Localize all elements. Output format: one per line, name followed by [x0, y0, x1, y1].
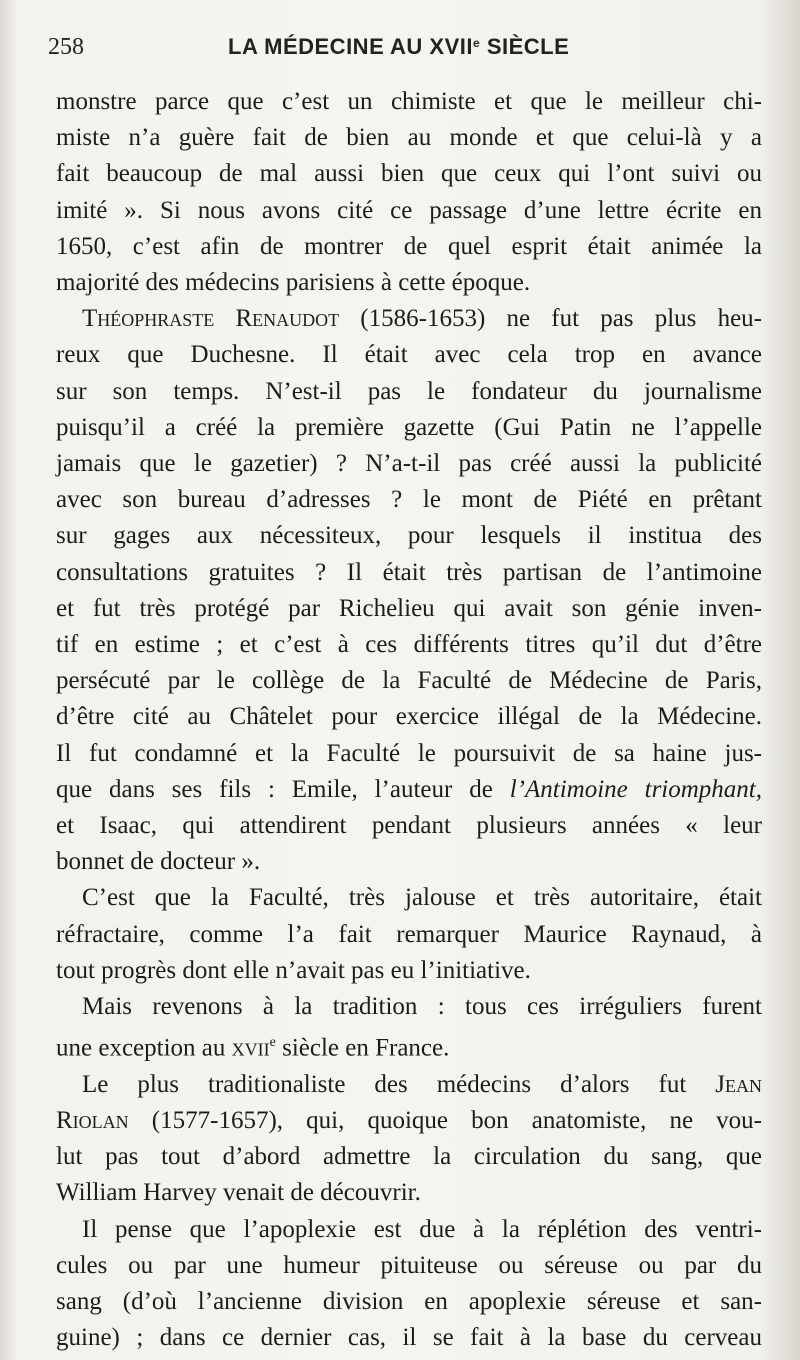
page-number: 258 — [48, 34, 84, 60]
text-line: C’est que la Faculté, très jalouse et très autoritaire, était — [82, 884, 762, 912]
text-line: monstre parce que c’est un chimiste et que le meilleur chi- — [56, 88, 762, 115]
book-title-antimoine: l’Antimoine triomphant, — [509, 775, 763, 803]
text-line — [56, 772, 762, 808]
text-line — [56, 301, 762, 337]
text-segment: (1577-1657), qui, quoique bon anatomiste, ne vou- — [128, 1107, 762, 1135]
text-line: persécuté par le collège de la Faculté de Médecine de Paris, — [56, 667, 762, 695]
text-line: majorité des médecins parisiens à cette époque. — [56, 269, 531, 297]
paragraph-1 — [56, 84, 762, 301]
running-title — [228, 34, 569, 60]
text-segment: (1586-1653) ne fut pas plus heu- — [339, 305, 762, 333]
text-line: tif en estime ; et c’est à ces différents titres qu’il dut d’être — [56, 631, 762, 659]
text-line: Il fut condamné et la Faculté le poursuivit de sa haine jus- — [56, 739, 762, 767]
text-line: tout progrès dont elle n’avait pas eu l’initiative. — [56, 956, 531, 984]
page-header — [48, 34, 760, 68]
text-line: jamais que le gazetier) ? N’a-t-il pas créé aussi la publicité — [56, 450, 762, 478]
text-line: Il pense que l’apoplexie est due à la réplétion des ventri- — [82, 1215, 762, 1243]
text-line: fait beaucoup de mal aussi bien que ceux qui l’ont suivi ou — [56, 160, 762, 188]
text-line: réfractaire, comme l’a fait remarquer Maurice Raynaud, à — [56, 920, 762, 948]
text-line: miste n’a guère fait de bien au monde et que celui-là y a — [56, 124, 762, 152]
text-segment: une exception au — [56, 1034, 232, 1062]
paragraph-5 — [56, 1067, 762, 1212]
text-segment: que dans ses fils : Emile, l’auteur de — [56, 775, 510, 803]
century-numeral: xvii — [231, 1034, 270, 1062]
text-line: sang (d’où l’ancienne division en apoplexie séreuse et san- — [56, 1288, 762, 1316]
paragraph-4 — [56, 989, 762, 1067]
text-line: bonnet de docteur ». — [56, 848, 261, 876]
running-title-end: SIÈCLE — [480, 34, 570, 59]
text-line: Mais revenons à la tradition : tous ces irréguliers furent — [82, 993, 762, 1021]
century-superscript: e — [269, 1035, 276, 1051]
text-line: consultations gratuites ? Il était très partisan de l’antimoine — [56, 558, 762, 586]
text-segment: Le plus traditionaliste des médecins d’alors fut — [82, 1070, 716, 1098]
text-line — [56, 1067, 762, 1103]
text-line: et fut très protégé par Richelieu qui avait son génie inven- — [56, 594, 762, 622]
text-line: cules ou par une humeur pituiteuse ou séreuse ou par du — [56, 1251, 762, 1279]
text-line: avec son bureau d’adresses ? le mont de Piété en prêtant — [56, 486, 762, 514]
text-line — [56, 1103, 762, 1139]
text-segment: siècle en France. — [275, 1034, 450, 1062]
paragraph-6 — [56, 1212, 762, 1357]
text-line: et Isaac, qui attendirent pendant plusieurs années « leur — [56, 812, 762, 840]
running-title-main: LA MÉDECINE AU XVII — [228, 34, 474, 59]
text-line: sur son temps. N’est-il pas le fondateur du journalisme — [56, 377, 762, 405]
text-line — [56, 1025, 762, 1067]
author-name-jean: Jean — [715, 1070, 762, 1098]
paragraph-3 — [56, 880, 762, 989]
body-text — [56, 84, 762, 1356]
text-line: guine) ; dans ce dernier cas, il se fait à la base du cerveau — [56, 1324, 762, 1352]
author-name-renaudot: Théophraste Renaudot — [82, 305, 340, 333]
text-line: William Harvey venait de découvrir. — [56, 1179, 421, 1207]
paragraph-2 — [56, 301, 762, 880]
text-line: imité ». Si nous avons cité ce passage d’une lettre écrite en — [56, 196, 762, 224]
running-title-superscript: e — [473, 36, 481, 50]
author-name-riolan: Riolan — [56, 1107, 129, 1135]
text-line: reux que Duchesne. Il était avec cela trop en avance — [56, 341, 762, 369]
text-line: d’être cité au Châtelet pour exercice illégal de la Médecine. — [56, 703, 762, 731]
text-line: puisqu’il a créé la première gazette (Gui Patin ne l’appelle — [56, 413, 762, 441]
text-line: 1650, c’est afin de montrer de quel esprit était animée la — [56, 232, 762, 260]
text-line: lut pas tout d’abord admettre la circulation du sang, que — [56, 1143, 762, 1171]
text-line: sur gages aux nécessiteux, pour lesquels il institua des — [56, 522, 762, 550]
